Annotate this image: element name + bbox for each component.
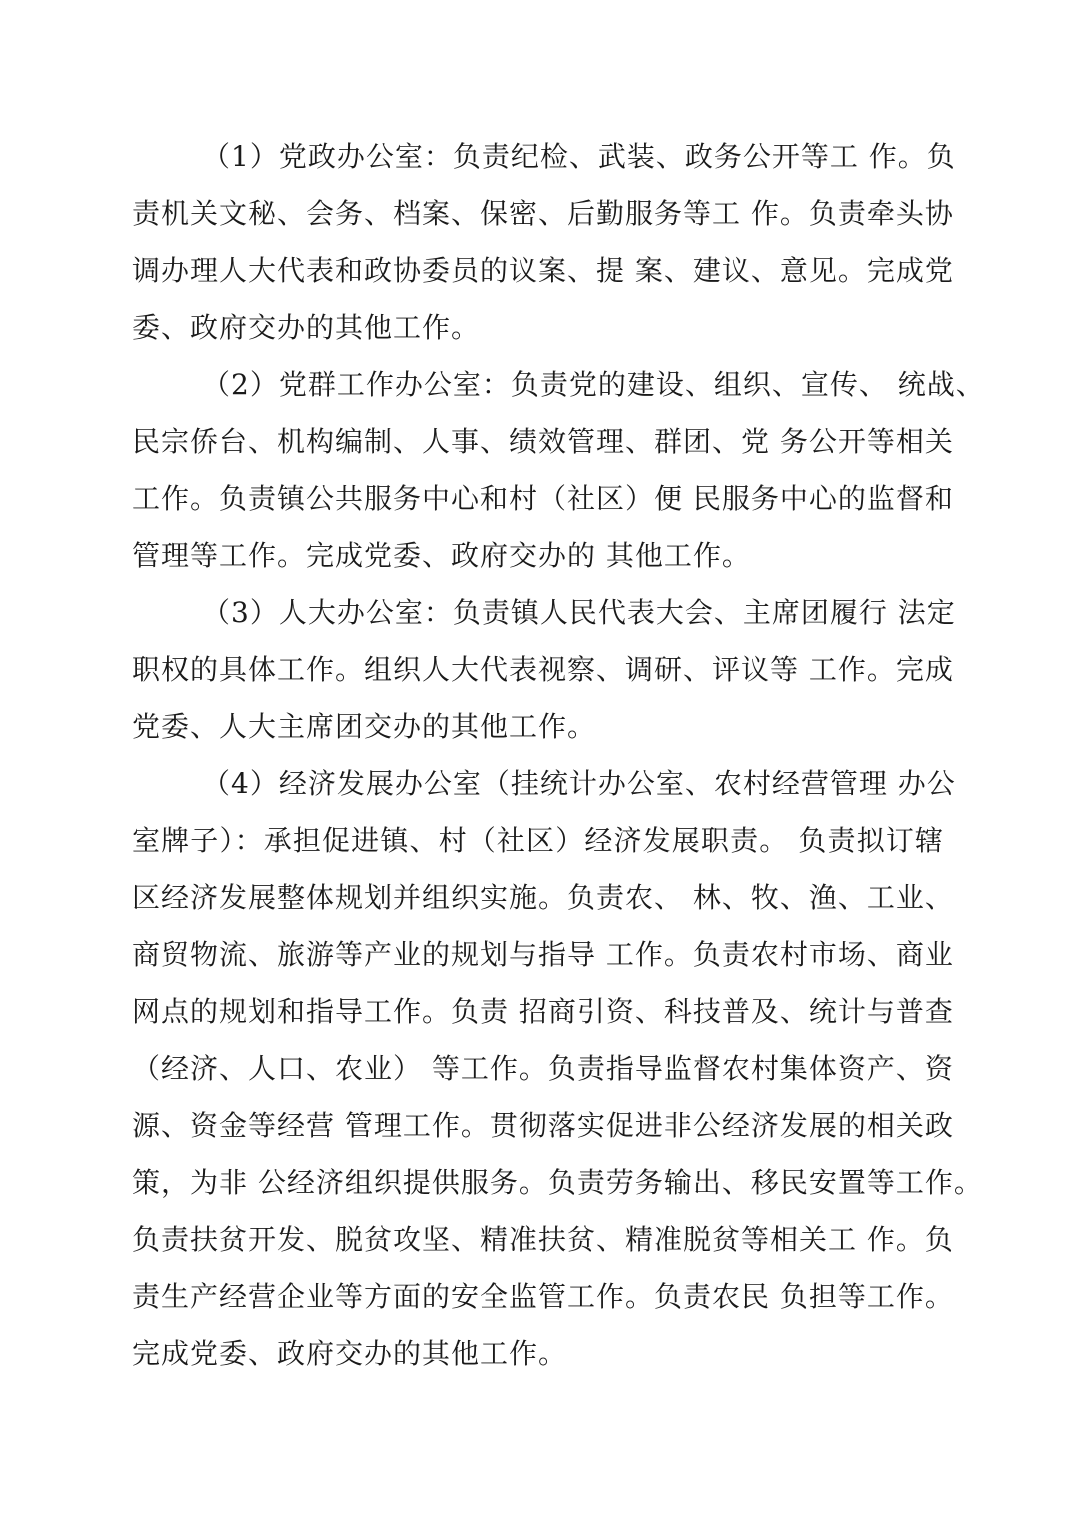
text-line: 策，为非 公经济组织提供服务。负责劳务输出、移民安置等工作。 [132,1166,983,1199]
text-line: （1）党政办公室：负责纪检、武装、政务公开等工 作。负 [202,140,956,173]
text-line: 调办理人大代表和政协委员的议案、提 案、建议、意见。完成党 [132,254,954,287]
paragraph-party-government-office [132,128,956,356]
text-line: 工作。负责镇公共服务中心和村（社区）便 民服务中心的监督和 [132,482,954,515]
text-line: 区经济发展整体规划并组织实施。负责农、 林、牧、渔、工业、 [132,881,954,914]
text-line: （2）党群工作办公室：负责党的建设、组织、宣传、 统战、 [202,368,985,401]
text-line: 职权的具体工作。组织人大代表视察、调研、评议等 工作。完成 [132,653,954,686]
text-line: 管理等工作。完成党委、政府交办的 其他工作。 [132,539,751,572]
paragraph-party-mass-office [132,356,985,584]
text-line: 民宗侨台、机构编制、人事、绩效管理、群团、党 务公开等相关 [132,425,954,458]
text-line: （3）人大办公室：负责镇人民代表大会、主席团履行 法定 [202,596,956,629]
text-line: 责机关文秘、会务、档案、保密、后勤服务等工 作。负责牵头协 [132,197,954,230]
text-line: 商贸物流、旅游等产业的规划与指导 工作。负责农村市场、商业 [132,938,954,971]
paragraph-npc-office [132,584,956,755]
text-line: 网点的规划和指导工作。负责 招商引资、科技普及、统计与普查 [132,995,954,1028]
text-line: （4）经济发展办公室（挂统计办公室、农村经营管理 办公 [202,767,956,800]
text-line: （经济、人口、农业） 等工作。负责指导监督农村集体资产、资 [132,1052,954,1085]
text-line: 完成党委、政府交办的其他工作。 [132,1337,568,1370]
document-body [132,128,985,1382]
text-line: 负责扶贫开发、脱贫攻坚、精准扶贫、精准脱贫等相关工 作。负 [132,1223,954,1256]
text-line: 党委、人大主席团交办的其他工作。 [132,710,597,743]
text-line: 源、资金等经营 管理工作。贯彻落实促进非公经济发展的相关政 [132,1109,954,1142]
text-line: 室牌子）：承担促进镇、村（社区）经济发展职责。 负责拟订辖 [132,824,944,857]
paragraph-economic-development-office [132,755,983,1382]
text-line: 委、政府交办的其他工作。 [132,311,481,344]
text-line: 责生产经营企业等方面的安全监管工作。负责农民 负担等工作。 [132,1280,954,1313]
